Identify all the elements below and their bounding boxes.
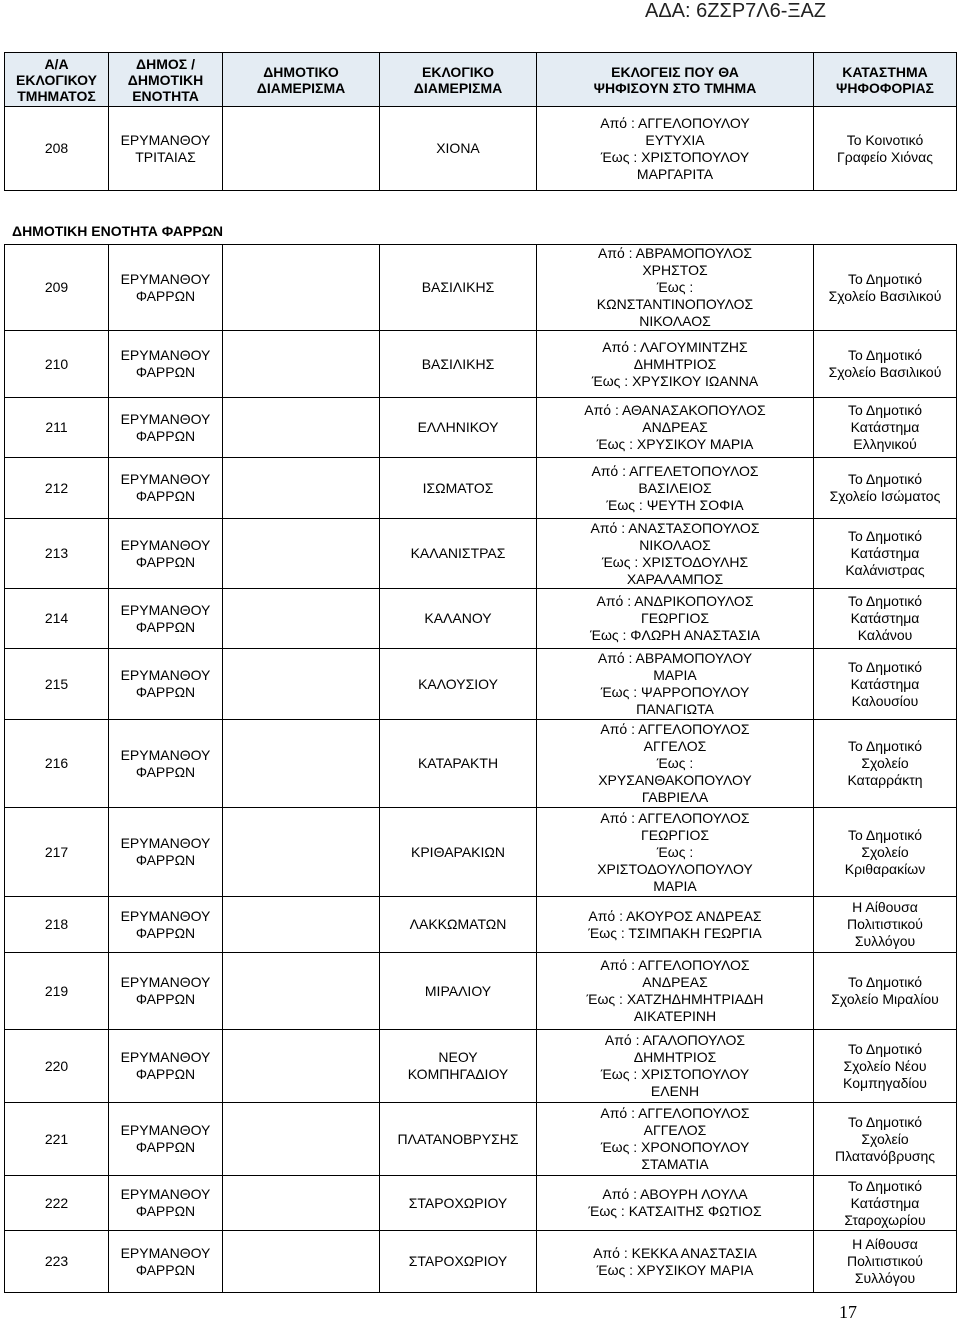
- section-number: 212: [5, 458, 109, 519]
- header-electoral-district: ΕΚΛΟΓΙΚΟ ΔΙΑΜΕΡΙΣΜΑ: [380, 53, 537, 107]
- electoral-district: ΒΑΣΙΛΙΚΗΣ: [380, 245, 537, 331]
- municipality: ΕΡΥΜΑΝΘΟΥ ΦΑΡΡΩΝ: [109, 1030, 223, 1103]
- municipality: ΕΡΥΜΑΝΘΟΥ ΦΑΡΡΩΝ: [109, 1231, 223, 1293]
- electoral-district: ΙΣΩΜΑΤΟΣ: [380, 458, 537, 519]
- table-row: [5, 1030, 957, 1103]
- polling-station: Το Δημοτικό Κατάστημα Καλουσίου: [814, 649, 957, 720]
- polling-station: Η Αίθουσα Πολιτιστικού Συλλόγου: [814, 1231, 957, 1293]
- polling-station: Το Κοινοτικό Γραφείο Χιόνας: [814, 107, 957, 191]
- header-polling-station: ΚΑΤΑΣΤΗΜΑ ΨΗΦΟΦΟΡΙΑΣ: [814, 53, 957, 107]
- municipal-district: [223, 589, 380, 649]
- polling-station: Το Δημοτικό Σχολείο Πλατανόβρυσης: [814, 1103, 957, 1176]
- voters-range: Από : ΑΒΡΑΜΟΠΟΥΛΟΥ ΜΑΡΙΑ Έως : ΨΑΡΡΟΠΟΥΛΟΥ ΠΑΝΑΓΙΩΤΑ: [537, 649, 814, 720]
- municipality: ΕΡΥΜΑΝΘΟΥ ΦΑΡΡΩΝ: [109, 458, 223, 519]
- municipality: ΕΡΥΜΑΝΘΟΥ ΦΑΡΡΩΝ: [109, 1176, 223, 1231]
- table-row: [5, 519, 957, 589]
- polling-station: Το Δημοτικό Κατάστημα Ελληνικού: [814, 398, 957, 458]
- section-number: 214: [5, 589, 109, 649]
- voters-range: Από : ΑΒΟΥΡΗ ΛΟΥΛΑ Έως : ΚΑΤΣΑΙΤΗΣ ΦΩΤΙΟΣ: [537, 1176, 814, 1231]
- voters-range: Από : ΑΓΓΕΛΟΠΟΥΛΟΣ ΑΝΔΡΕΑΣ Έως : ΧΑΤΖΗΔΗΜΗΤΡΙΑΔΗ ΑΙΚΑΤΕΡΙΝΗ: [537, 953, 814, 1030]
- municipality: ΕΡΥΜΑΝΘΟΥ ΦΑΡΡΩΝ: [109, 953, 223, 1030]
- polling-station: Το Δημοτικό Κατάστημα Καλάνου: [814, 589, 957, 649]
- municipal-district: [223, 720, 380, 808]
- electoral-district: ΠΛΑΤΑΝΟΒΡΥΣΗΣ: [380, 1103, 537, 1176]
- municipal-district: [223, 649, 380, 720]
- municipal-district: [223, 1176, 380, 1231]
- municipal-district: [223, 897, 380, 953]
- section-number: 211: [5, 398, 109, 458]
- municipal-district: [223, 331, 380, 398]
- section-number: 216: [5, 720, 109, 808]
- polling-table-header-section: [4, 52, 957, 191]
- table-row: [5, 107, 957, 191]
- municipality: ΕΡΥΜΑΝΘΟΥ ΦΑΡΡΩΝ: [109, 649, 223, 720]
- electoral-district: ΚΑΤΑΡΑΚΤΗ: [380, 720, 537, 808]
- polling-station: Το Δημοτικό Σχολείο Βασιλικού: [814, 245, 957, 331]
- voters-range: Από : ΑΓΓΕΛΟΠΟΥΛΟΣ ΑΓΓΕΛΟΣ Έως : ΧΡΟΝΟΠΟΥΛΟΥ ΣΤΑΜΑΤΙΑ: [537, 1103, 814, 1176]
- ada-header: ΑΔΑ: 6ΖΣΡ7Λ6-ΞΑΖ: [644, 0, 826, 22]
- municipality: ΕΡΥΜΑΝΘΟΥ ΦΑΡΡΩΝ: [109, 1103, 223, 1176]
- table-row: [5, 649, 957, 720]
- voters-range: Από : ΑΝΑΣΤΑΣΟΠΟΥΛΟΣ ΝΙΚΟΛΑΟΣ Έως : ΧΡΙΣΤΟΔΟΥΛΗΣ ΧΑΡΑΛΑΜΠΟΣ: [537, 519, 814, 589]
- polling-station: Το Δημοτικό Σχολείο Ισώματος: [814, 458, 957, 519]
- municipal-district: [223, 808, 380, 897]
- municipal-district: [223, 458, 380, 519]
- municipality: ΕΡΥΜΑΝΘΟΥ ΦΑΡΡΩΝ: [109, 519, 223, 589]
- section-number: 222: [5, 1176, 109, 1231]
- municipality: ΕΡΥΜΑΝΘΟΥ ΦΑΡΡΩΝ: [109, 398, 223, 458]
- section-number: 219: [5, 953, 109, 1030]
- header-voters: ΕΚΛΟΓΕΙΣ ΠΟΥ ΘΑ ΨΗΦΙΣΟΥΝ ΣΤΟ ΤΜΗΜΑ: [537, 53, 814, 107]
- table-row: [5, 897, 957, 953]
- municipal-district: [223, 107, 380, 191]
- municipal-district: [223, 953, 380, 1030]
- voters-range: Από : ΑΓΓΕΛΟΠΟΥΛΟΣ ΑΓΓΕΛΟΣ Έως : ΧΡΥΣΑΝΘΑΚΟΠΟΥΛΟΥ ΓΑΒΡΙΕΛΑ: [537, 720, 814, 808]
- polling-station: Το Δημοτικό Σχολείο Καταρράκτη: [814, 720, 957, 808]
- municipality: ΕΡΥΜΑΝΘΟΥ ΦΑΡΡΩΝ: [109, 897, 223, 953]
- voters-range: Από : ΑΚΟΥΡΟΣ ΑΝΔΡΕΑΣ Έως : ΤΣΙΜΠΑΚΗ ΓΕΩΡΓΙΑ: [537, 897, 814, 953]
- polling-station: Το Δημοτικό Κατάστημα Καλάνιστρας: [814, 519, 957, 589]
- polling-station: Το Δημοτικό Σχολείο Μιραλίου: [814, 953, 957, 1030]
- electoral-district: ΣΤΑΡΟΧΩΡΙΟΥ: [380, 1231, 537, 1293]
- polling-station: Το Δημοτικό Σχολείο Νέου Κομπηγαδίου: [814, 1030, 957, 1103]
- table-header-row: [5, 53, 957, 107]
- polling-station: Η Αίθουσα Πολιτιστικού Συλλόγου: [814, 897, 957, 953]
- municipality: ΕΡΥΜΑΝΘΟΥ ΤΡΙΤΑΙΑΣ: [109, 107, 223, 191]
- electoral-district: ΚΡΙΘΑΡΑΚΙΩΝ: [380, 808, 537, 897]
- electoral-district: ΧΙΟΝΑ: [380, 107, 537, 191]
- municipal-district: [223, 398, 380, 458]
- table-row: [5, 953, 957, 1030]
- electoral-district: ΕΛΛΗΝΙΚΟΥ: [380, 398, 537, 458]
- polling-station: Το Δημοτικό Κατάστημα Σταροχωρίου: [814, 1176, 957, 1231]
- table-row: [5, 1231, 957, 1293]
- polling-table-farron: [4, 244, 957, 1293]
- electoral-district: ΚΑΛΑΝΙΣΤΡΑΣ: [380, 519, 537, 589]
- municipality: ΕΡΥΜΑΝΘΟΥ ΦΑΡΡΩΝ: [109, 331, 223, 398]
- page-number: 17: [839, 1302, 857, 1322]
- section-number: 215: [5, 649, 109, 720]
- table-row: [5, 398, 957, 458]
- polling-station: Το Δημοτικό Σχολείο Βασιλικού: [814, 331, 957, 398]
- section-number: 210: [5, 331, 109, 398]
- municipal-district: [223, 1231, 380, 1293]
- section-number: 223: [5, 1231, 109, 1293]
- electoral-district: ΚΑΛΟΥΣΙΟΥ: [380, 649, 537, 720]
- voters-range: Από : ΚΕΚΚΑ ΑΝΑΣΤΑΣΙΑ Έως : ΧΡΥΣΙΚΟΥ ΜΑΡΙΑ: [537, 1231, 814, 1293]
- table-row: [5, 458, 957, 519]
- municipal-district: [223, 1030, 380, 1103]
- table-row: [5, 1103, 957, 1176]
- voters-range: Από : ΑΓΓΕΛΟΠΟΥΛΟΣ ΓΕΩΡΓΙΟΣ Έως : ΧΡΙΣΤΟΔΟΥΛΟΠΟΥΛΟΥ ΜΑΡΙΑ: [537, 808, 814, 897]
- municipality: ΕΡΥΜΑΝΘΟΥ ΦΑΡΡΩΝ: [109, 245, 223, 331]
- voters-range: Από : ΑΒΡΑΜΟΠΟΥΛΟΣ ΧΡΗΣΤΟΣ Έως : ΚΩΝΣΤΑΝΤΙΝΟΠΟΥΛΟΣ ΝΙΚΟΛΑΟΣ: [537, 245, 814, 331]
- header-section-number: Α/Α ΕΚΛΟΓΙΚΟΥ ΤΜΗΜΑΤΟΣ: [5, 53, 109, 107]
- section-number: 209: [5, 245, 109, 331]
- municipality: ΕΡΥΜΑΝΘΟΥ ΦΑΡΡΩΝ: [109, 589, 223, 649]
- voters-range: Από : ΑΝΔΡΙΚΟΠΟΥΛΟΣ ΓΕΩΡΓΙΟΣ Έως : ΦΛΩΡΗ ΑΝΑΣΤΑΣΙΑ: [537, 589, 814, 649]
- electoral-district: ΝΕΟΥ ΚΟΜΠΗΓΑΔΙΟΥ: [380, 1030, 537, 1103]
- section-number: 221: [5, 1103, 109, 1176]
- table-row: [5, 245, 957, 331]
- municipal-district: [223, 519, 380, 589]
- table-row: [5, 720, 957, 808]
- electoral-district: ΛΑΚΚΩΜΑΤΩΝ: [380, 897, 537, 953]
- voters-range: Από : ΑΓΑΛΟΠΟΥΛΟΣ ΔΗΜΗΤΡΙΟΣ Έως : ΧΡΙΣΤΟΠΟΥΛΟΥ ΕΛΕΝΗ: [537, 1030, 814, 1103]
- polling-station: Το Δημοτικό Σχολείο Κριθαρακίων: [814, 808, 957, 897]
- electoral-district: ΣΤΑΡΟΧΩΡΙΟΥ: [380, 1176, 537, 1231]
- electoral-district: ΚΑΛΑΝΟΥ: [380, 589, 537, 649]
- voters-range: Από : ΑΘΑΝΑΣΑΚΟΠΟΥΛΟΣ ΑΝΔΡΕΑΣ Έως : ΧΡΥΣΙΚΟΥ ΜΑΡΙΑ: [537, 398, 814, 458]
- municipal-district: [223, 1103, 380, 1176]
- section-title: ΔΗΜΟΤΙΚΗ ΕΝΟΤΗΤΑ ΦΑΡΡΩΝ: [12, 223, 224, 239]
- municipal-district: [223, 245, 380, 331]
- voters-range: Από : ΛΑΓΟΥΜΙΝΤΖΗΣ ΔΗΜΗΤΡΙΟΣ Έως : ΧΡΥΣΙΚΟΥ ΙΩΑΝΝΑ: [537, 331, 814, 398]
- section-number: 220: [5, 1030, 109, 1103]
- table-row: [5, 1176, 957, 1231]
- voters-range: Από : ΑΓΓΕΛΟΠΟΥΛΟΥ ΕΥΤΥΧΙΑ Έως : ΧΡΙΣΤΟΠΟΥΛΟΥ ΜΑΡΓΑΡΙΤΑ: [537, 107, 814, 191]
- section-number: 213: [5, 519, 109, 589]
- header-municipal-district: ΔΗΜΟΤΙΚΟ ΔΙΑΜΕΡΙΣΜΑ: [223, 53, 380, 107]
- municipality: ΕΡΥΜΑΝΘΟΥ ΦΑΡΡΩΝ: [109, 720, 223, 808]
- electoral-district: ΜΙΡΑΛΙΟΥ: [380, 953, 537, 1030]
- electoral-district: ΒΑΣΙΛΙΚΗΣ: [380, 331, 537, 398]
- section-number: 208: [5, 107, 109, 191]
- table-row: [5, 808, 957, 897]
- table-row: [5, 589, 957, 649]
- table-row: [5, 331, 957, 398]
- header-municipality: ΔΗΜΟΣ / ΔΗΜΟΤΙΚΗ ΕΝΟΤΗΤΑ: [109, 53, 223, 107]
- section-number: 217: [5, 808, 109, 897]
- municipality: ΕΡΥΜΑΝΘΟΥ ΦΑΡΡΩΝ: [109, 808, 223, 897]
- section-number: 218: [5, 897, 109, 953]
- voters-range: Από : ΑΓΓΕΛΕΤΟΠΟΥΛΟΣ ΒΑΣΙΛΕΙΟΣ Έως : ΨΕΥΤΗ ΣΟΦΙΑ: [537, 458, 814, 519]
